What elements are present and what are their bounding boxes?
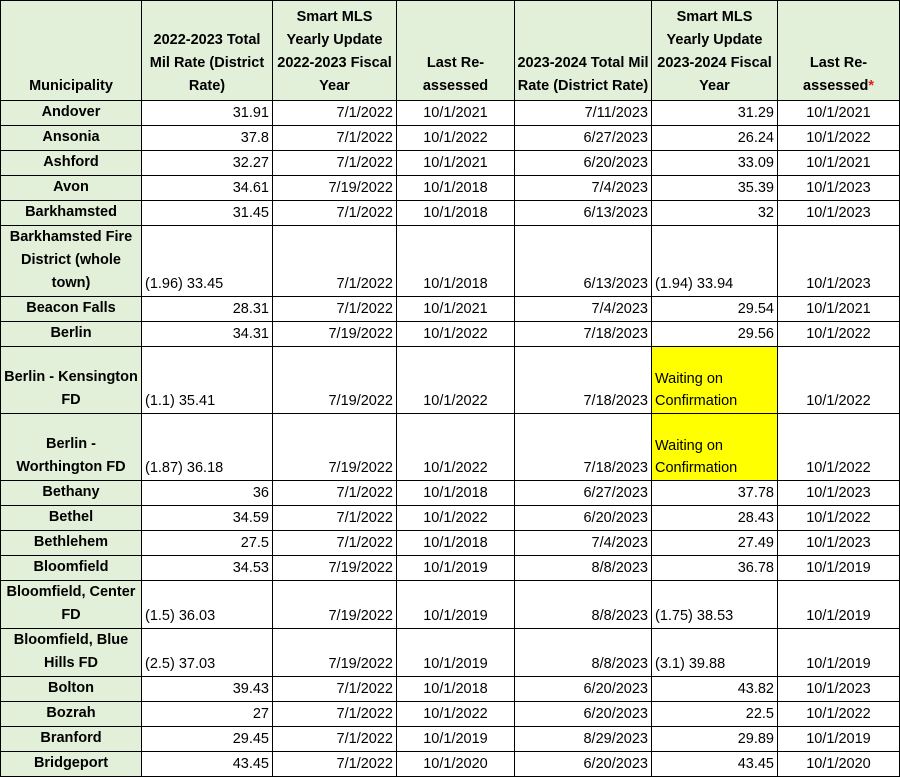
smart-mls-2022-2023-cell: 7/19/2022	[273, 347, 397, 414]
last-reassessed-1-cell: 10/1/2021	[397, 101, 515, 126]
smart-mls-2022-2023-cell: 7/1/2022	[273, 101, 397, 126]
header-row	[1, 1, 900, 101]
mil-rate-2022-2023-cell: 31.91	[142, 101, 273, 126]
header-smart-mls-2023-2024: Smart MLS Yearly Update 2023-2024 Fiscal Year	[652, 1, 778, 101]
last-reassessed-1-cell: 10/1/2019	[397, 581, 515, 629]
municipality-cell: Bloomfield, Center FD	[1, 581, 142, 629]
mil-rate-2023-2024-cell: 32	[652, 201, 778, 226]
smart-mls-2023-2024-cell: 6/20/2023	[515, 702, 652, 727]
smart-mls-2023-2024-cell: 6/27/2023	[515, 126, 652, 151]
municipality-cell: Berlin - Kensington FD	[1, 347, 142, 414]
header-last-reassessed-1: Last Re-assessed	[397, 1, 515, 101]
mil-rate-2023-2024-cell: (1.94) 33.94	[652, 226, 778, 297]
municipality-cell: Andover	[1, 101, 142, 126]
table-row	[1, 752, 900, 777]
smart-mls-2023-2024-cell: 7/4/2023	[515, 297, 652, 322]
mil-rate-2022-2023-cell: 27	[142, 702, 273, 727]
header-last-reassessed-2	[778, 1, 900, 101]
header-mil-rate-2022-2023: 2022-2023 Total Mil Rate (District Rate)	[142, 1, 273, 101]
last-reassessed-1-cell: 10/1/2019	[397, 727, 515, 752]
smart-mls-2022-2023-cell: 7/1/2022	[273, 702, 397, 727]
mil-rate-2022-2023-cell: 27.5	[142, 531, 273, 556]
table-row	[1, 727, 900, 752]
municipality-cell: Beacon Falls	[1, 297, 142, 322]
last-reassessed-2-cell: 10/1/2022	[778, 322, 900, 347]
municipality-cell: Avon	[1, 176, 142, 201]
last-reassessed-2-cell: 10/1/2022	[778, 347, 900, 414]
table-row	[1, 702, 900, 727]
municipality-cell: Bloomfield	[1, 556, 142, 581]
mil-rate-2022-2023-cell: 36	[142, 481, 273, 506]
header-last-reassessed-2-label: Last Re-assessed	[803, 55, 869, 94]
smart-mls-2023-2024-cell: 7/11/2023	[515, 101, 652, 126]
table-row	[1, 629, 900, 677]
smart-mls-2023-2024-cell: 7/4/2023	[515, 531, 652, 556]
mil-rate-2022-2023-cell: 37.8	[142, 126, 273, 151]
last-reassessed-2-cell: 10/1/2021	[778, 151, 900, 176]
smart-mls-2022-2023-cell: 7/1/2022	[273, 201, 397, 226]
last-reassessed-1-cell: 10/1/2018	[397, 176, 515, 201]
mil-rate-2022-2023-cell: 32.27	[142, 151, 273, 176]
table-row	[1, 677, 900, 702]
header-mil-rate-2023-2024: 2023-2024 Total Mil Rate (District Rate)	[515, 1, 652, 101]
smart-mls-2022-2023-cell: 7/19/2022	[273, 414, 397, 481]
last-reassessed-1-cell: 10/1/2019	[397, 629, 515, 677]
table-row	[1, 506, 900, 531]
last-reassessed-1-cell: 10/1/2022	[397, 347, 515, 414]
mil-rate-2022-2023-cell: 34.59	[142, 506, 273, 531]
mil-rate-2023-2024-cell: 29.54	[652, 297, 778, 322]
table-body	[1, 101, 900, 777]
smart-mls-2023-2024-cell: 7/4/2023	[515, 176, 652, 201]
mil-rate-2023-2024-cell: 29.89	[652, 727, 778, 752]
last-reassessed-2-cell: 10/1/2023	[778, 677, 900, 702]
smart-mls-2023-2024-cell: 8/8/2023	[515, 556, 652, 581]
smart-mls-2023-2024-cell: 7/18/2023	[515, 322, 652, 347]
last-reassessed-1-cell: 10/1/2020	[397, 752, 515, 777]
header-smart-mls-2022-2023: Smart MLS Yearly Update 2022-2023 Fiscal Year	[273, 1, 397, 101]
table-row	[1, 151, 900, 176]
last-reassessed-2-cell: 10/1/2019	[778, 727, 900, 752]
municipality-cell: Bethel	[1, 506, 142, 531]
smart-mls-2023-2024-cell: 6/20/2023	[515, 151, 652, 176]
smart-mls-2023-2024-cell: 6/27/2023	[515, 481, 652, 506]
last-reassessed-2-cell: 10/1/2022	[778, 126, 900, 151]
last-reassessed-2-cell: 10/1/2023	[778, 531, 900, 556]
smart-mls-2023-2024-cell: 6/20/2023	[515, 752, 652, 777]
last-reassessed-1-cell: 10/1/2021	[397, 297, 515, 322]
mil-rate-2023-2024-cell: 28.43	[652, 506, 778, 531]
smart-mls-2023-2024-cell: 7/18/2023	[515, 347, 652, 414]
mil-rate-2023-2024-cell: (3.1) 39.88	[652, 629, 778, 677]
smart-mls-2022-2023-cell: 7/19/2022	[273, 176, 397, 201]
table-row	[1, 414, 900, 481]
last-reassessed-2-cell: 10/1/2022	[778, 506, 900, 531]
mil-rate-2023-2024-cell: 43.82	[652, 677, 778, 702]
smart-mls-2022-2023-cell: 7/19/2022	[273, 581, 397, 629]
mil-rate-2022-2023-cell: (1.1) 35.41	[142, 347, 273, 414]
smart-mls-2023-2024-cell: 6/13/2023	[515, 226, 652, 297]
mil-rate-2022-2023-cell: 34.61	[142, 176, 273, 201]
mil-rate-2023-2024-cell: 35.39	[652, 176, 778, 201]
mil-rate-2022-2023-cell: 28.31	[142, 297, 273, 322]
last-reassessed-1-cell: 10/1/2022	[397, 322, 515, 347]
last-reassessed-1-cell: 10/1/2022	[397, 506, 515, 531]
smart-mls-2022-2023-cell: 7/1/2022	[273, 677, 397, 702]
mil-rate-2023-2024-cell: 26.24	[652, 126, 778, 151]
table-row	[1, 531, 900, 556]
last-reassessed-2-cell: 10/1/2020	[778, 752, 900, 777]
municipality-cell: Bolton	[1, 677, 142, 702]
header-municipality: Municipality	[1, 1, 142, 101]
last-reassessed-1-cell: 10/1/2018	[397, 481, 515, 506]
municipality-cell: Bethlehem	[1, 531, 142, 556]
mil-rate-2023-2024-cell: Waiting on Confirmation	[652, 414, 778, 481]
last-reassessed-2-cell: 10/1/2023	[778, 201, 900, 226]
table-row	[1, 101, 900, 126]
mil-rate-2022-2023-cell: 31.45	[142, 201, 273, 226]
smart-mls-2023-2024-cell: 8/8/2023	[515, 581, 652, 629]
last-reassessed-1-cell: 10/1/2018	[397, 677, 515, 702]
last-reassessed-2-cell: 10/1/2019	[778, 629, 900, 677]
municipality-cell: Bethany	[1, 481, 142, 506]
smart-mls-2022-2023-cell: 7/1/2022	[273, 506, 397, 531]
table-row	[1, 201, 900, 226]
table-row	[1, 297, 900, 322]
municipality-cell: Ashford	[1, 151, 142, 176]
municipality-cell: Berlin	[1, 322, 142, 347]
last-reassessed-2-cell: 10/1/2022	[778, 414, 900, 481]
last-reassessed-1-cell: 10/1/2018	[397, 201, 515, 226]
last-reassessed-2-cell: 10/1/2023	[778, 481, 900, 506]
mil-rate-2023-2024-cell: 31.29	[652, 101, 778, 126]
smart-mls-2022-2023-cell: 7/1/2022	[273, 151, 397, 176]
smart-mls-2022-2023-cell: 7/1/2022	[273, 481, 397, 506]
last-reassessed-1-cell: 10/1/2018	[397, 226, 515, 297]
table-row	[1, 322, 900, 347]
table-row	[1, 176, 900, 201]
last-reassessed-2-cell: 10/1/2021	[778, 297, 900, 322]
mil-rate-2022-2023-cell: 34.31	[142, 322, 273, 347]
last-reassessed-2-cell: 10/1/2021	[778, 101, 900, 126]
mil-rate-2023-2024-cell: 36.78	[652, 556, 778, 581]
mil-rate-2022-2023-cell: (1.87) 36.18	[142, 414, 273, 481]
smart-mls-2022-2023-cell: 7/1/2022	[273, 531, 397, 556]
mil-rate-2022-2023-cell: (1.5) 36.03	[142, 581, 273, 629]
last-reassessed-1-cell: 10/1/2022	[397, 126, 515, 151]
table-row	[1, 556, 900, 581]
smart-mls-2023-2024-cell: 6/13/2023	[515, 201, 652, 226]
mil-rate-2023-2024-cell: 37.78	[652, 481, 778, 506]
smart-mls-2023-2024-cell: 8/29/2023	[515, 727, 652, 752]
last-reassessed-1-cell: 10/1/2019	[397, 556, 515, 581]
smart-mls-2022-2023-cell: 7/19/2022	[273, 629, 397, 677]
last-reassessed-1-cell: 10/1/2021	[397, 151, 515, 176]
mil-rate-2023-2024-cell: 43.45	[652, 752, 778, 777]
mil-rate-2022-2023-cell: 39.43	[142, 677, 273, 702]
municipality-cell: Bridgeport	[1, 752, 142, 777]
smart-mls-2022-2023-cell: 7/1/2022	[273, 727, 397, 752]
mil-rate-2022-2023-cell: (2.5) 37.03	[142, 629, 273, 677]
municipality-cell: Barkhamsted Fire District (whole town)	[1, 226, 142, 297]
mil-rate-2023-2024-cell: 27.49	[652, 531, 778, 556]
smart-mls-2022-2023-cell: 7/1/2022	[273, 226, 397, 297]
table-row	[1, 126, 900, 151]
smart-mls-2022-2023-cell: 7/19/2022	[273, 556, 397, 581]
smart-mls-2023-2024-cell: 6/20/2023	[515, 506, 652, 531]
mil-rate-2023-2024-cell: 29.56	[652, 322, 778, 347]
municipality-cell: Barkhamsted	[1, 201, 142, 226]
smart-mls-2023-2024-cell: 8/8/2023	[515, 629, 652, 677]
smart-mls-2022-2023-cell: 7/1/2022	[273, 126, 397, 151]
smart-mls-2023-2024-cell: 6/20/2023	[515, 677, 652, 702]
mil-rate-2023-2024-cell: 33.09	[652, 151, 778, 176]
smart-mls-2022-2023-cell: 7/19/2022	[273, 322, 397, 347]
smart-mls-2022-2023-cell: 7/1/2022	[273, 752, 397, 777]
last-reassessed-1-cell: 10/1/2018	[397, 531, 515, 556]
municipality-cell: Berlin - Worthington FD	[1, 414, 142, 481]
last-reassessed-2-cell: 10/1/2023	[778, 176, 900, 201]
table-row	[1, 581, 900, 629]
municipality-cell: Ansonia	[1, 126, 142, 151]
mil-rate-2022-2023-cell: 43.45	[142, 752, 273, 777]
last-reassessed-2-cell: 10/1/2023	[778, 226, 900, 297]
mil-rate-2023-2024-cell: Waiting on Confirmation	[652, 347, 778, 414]
last-reassessed-2-cell: 10/1/2022	[778, 702, 900, 727]
municipality-cell: Bozrah	[1, 702, 142, 727]
mil-rate-2022-2023-cell: (1.96) 33.45	[142, 226, 273, 297]
mil-rate-2023-2024-cell: (1.75) 38.53	[652, 581, 778, 629]
mil-rate-2022-2023-cell: 29.45	[142, 727, 273, 752]
last-reassessed-1-cell: 10/1/2022	[397, 414, 515, 481]
mil-rate-2022-2023-cell: 34.53	[142, 556, 273, 581]
last-reassessed-1-cell: 10/1/2022	[397, 702, 515, 727]
table-row	[1, 481, 900, 506]
municipality-cell: Bloomfield, Blue Hills FD	[1, 629, 142, 677]
table-row	[1, 226, 900, 297]
municipality-cell: Branford	[1, 727, 142, 752]
last-reassessed-2-cell: 10/1/2019	[778, 581, 900, 629]
table-row	[1, 347, 900, 414]
smart-mls-2022-2023-cell: 7/1/2022	[273, 297, 397, 322]
smart-mls-2023-2024-cell: 7/18/2023	[515, 414, 652, 481]
last-reassessed-2-cell: 10/1/2019	[778, 556, 900, 581]
asterisk-marker: *	[868, 78, 874, 94]
mil-rate-2023-2024-cell: 22.5	[652, 702, 778, 727]
